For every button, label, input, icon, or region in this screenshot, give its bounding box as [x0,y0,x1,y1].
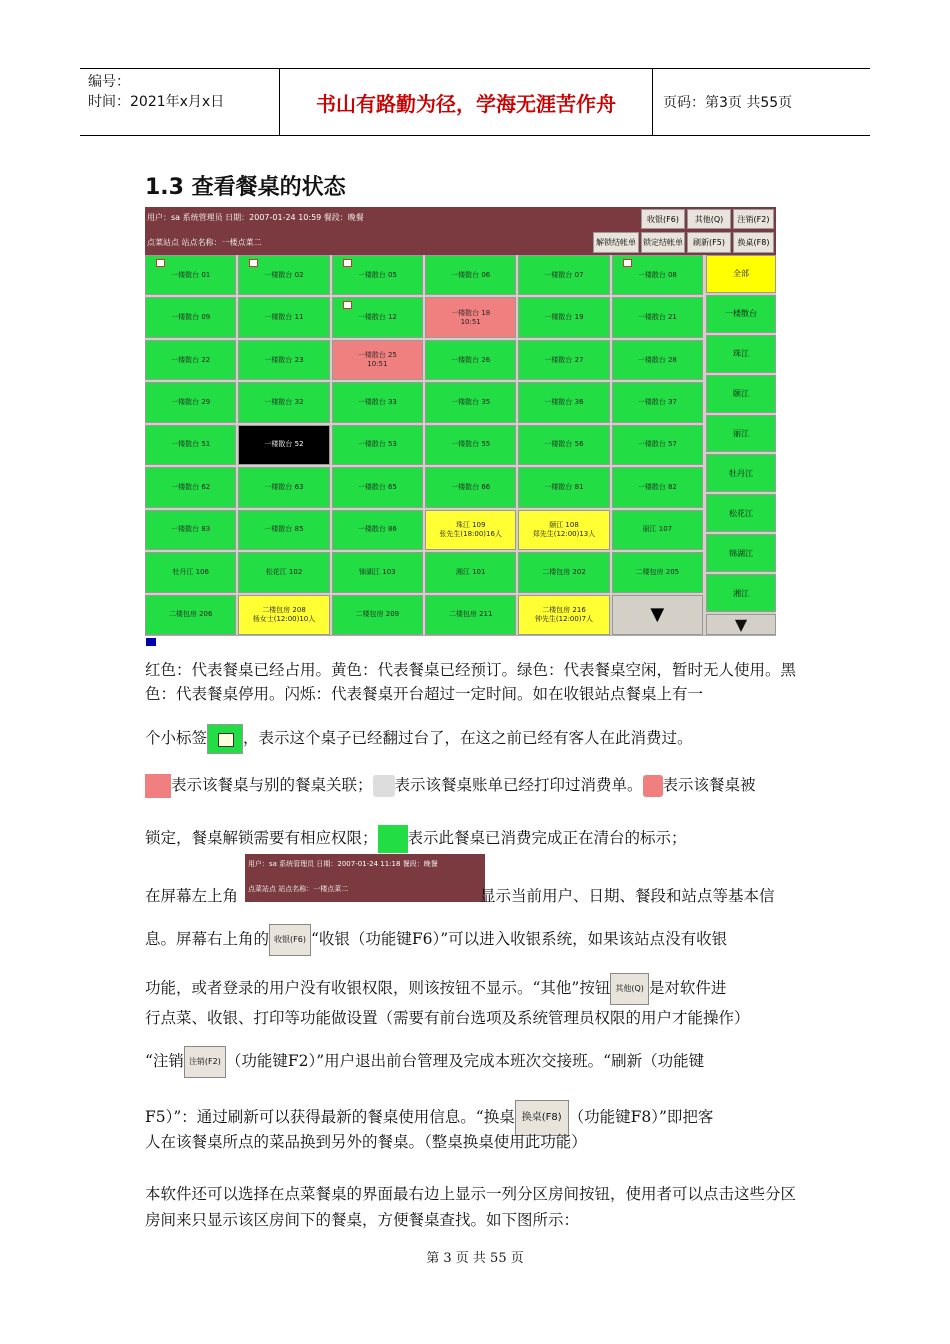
table-cell[interactable] [612,382,703,422]
inline-logout-button: 注销(F2) [184,1046,226,1078]
table-name: 一楼散台 53 [357,440,397,449]
table-cell[interactable] [238,595,329,635]
tag-icon [207,724,243,754]
table-cell[interactable] [332,425,423,465]
table-cell[interactable] [332,552,423,592]
table-name: 一楼散台 62 [171,482,211,491]
table-name: 湘江 101 [455,567,486,576]
table-name: 一楼散台 28 [637,355,677,364]
para-icons-a: 表示该餐桌与别的餐桌关联； [171,776,373,794]
turned-tag-icon [156,259,165,267]
table-name: 一楼散台 57 [637,440,677,449]
table-cell[interactable] [145,467,236,507]
table-name: 一楼散台 51 [171,440,211,449]
lock-bill-button[interactable]: 锁定结帐单 [641,232,685,253]
para-corner [145,884,807,908]
table-name: 二楼包房 205 [635,567,680,576]
down-arrow-icon: ▼ [650,603,665,625]
table-name: 一楼散台 82 [637,482,677,491]
para-other-b: 是对软件进 [648,979,727,997]
table-name: 二楼包房 202 [542,567,586,576]
para-areas: 本软件还可以选择在点菜餐桌的界面最右边上显示一列分区房间按钮，使用者可以点击这些分区房间来只显示该区房间下的餐桌，方便餐桌查找。如下图所示： [145,1185,797,1229]
table-cell[interactable] [612,297,703,337]
table-name: 一楼散台 12 [357,313,397,322]
table-name: 一楼散台 85 [264,525,304,534]
table-cell[interactable] [518,340,609,380]
table-name: 牡丹江 106 [172,567,209,576]
header-motto: 书山有路勤为径，学海无涯苦作舟 [280,69,653,135]
area-button[interactable]: 丽江 [706,415,776,453]
table-cell[interactable] [612,425,703,465]
table-name: 二楼包房 208 [262,605,306,614]
scroll-down-button[interactable] [612,595,703,635]
table-name: 一楼散台 19 [544,313,584,322]
table-name: 一楼散台 09 [171,313,211,322]
table-cell[interactable] [425,255,516,295]
table-name: 一楼散台 27 [544,355,584,364]
table-name: 二楼包房 211 [448,610,493,619]
status-icon [146,638,156,646]
para-settings: 行点菜、收银、打印等功能做设置（需要有前台选项及系统管理员权限的用户才能操作） [145,1009,750,1027]
table-cell[interactable] [145,510,236,550]
inline-other-button: 其他(Q) [610,973,649,1005]
turned-tag-icon [343,301,352,309]
table-cell[interactable] [238,297,329,337]
table-cell[interactable] [238,340,329,380]
para-lock-b: 表示此餐桌已消费完成正在清台的标示； [407,829,687,847]
table-cell[interactable] [612,255,703,295]
table-name: 二楼包房 206 [168,610,213,619]
table-name: 一楼散台 26 [451,355,491,364]
table-cell[interactable] [332,340,423,380]
para-refresh-a: F5）”：通过刷新可以获得最新的餐桌使用信息。“换桌 [145,1108,515,1126]
para-checkout [145,924,807,956]
area-button[interactable]: 湘江 [706,574,776,612]
header-meta [80,69,280,135]
table-name: 一楼散台 18 [451,308,491,317]
para-icons-b: 表示该餐桌账单已经打印过消费单。 [394,776,643,794]
table-cell[interactable] [612,552,703,592]
table-name: 珠江 109 [455,520,486,529]
para-lock-a: 锁定，餐桌解锁需要有相应权限； [145,829,378,847]
table-detail: 10:51 [460,317,481,326]
table-cell[interactable] [332,382,423,422]
table-cell[interactable] [425,382,516,422]
table-name: 一楼散台 52 [264,440,304,449]
table-name: 一楼散台 83 [171,525,211,534]
table-name: 丽江 107 [642,525,673,534]
table-name: 一楼散台 86 [357,525,397,534]
table-detail: 杨女士(12:00)10人 [252,614,316,623]
table-cell[interactable] [332,297,423,337]
para-other [145,973,807,1005]
para-checkout-a: 息。屏幕右上角的 [145,930,270,948]
table-name: 一楼散台 21 [637,313,677,322]
table-cell[interactable] [332,467,423,507]
table-cell[interactable] [518,595,609,635]
table-name: 一楼散台 29 [171,398,211,407]
checkout-button[interactable]: 收银(F6) [641,209,685,229]
table-cell[interactable] [145,552,236,592]
number-label: 编号： [88,74,130,90]
table-name: 一楼散台 02 [264,270,304,279]
area-button[interactable]: 锦湖江 [706,534,776,572]
table-name: 松花江 102 [265,567,303,576]
table-cell[interactable] [518,425,609,465]
para-logout-a: “注销 [145,1052,184,1070]
pos-top-bar [145,207,776,255]
table-name: 一楼散台 01 [171,270,211,279]
inline-checkout-button: 收银(F6) [269,924,311,956]
para-corner-b: 显示当前用户、日期、餐段和站点等基本信 [480,887,775,905]
para-logout-b: （功能键F2）”用户退出前台管理及完成本班次交接班。“刷新（功能键 [225,1052,705,1070]
para-tag-b: ，表示这个桌子已经翻过台了，在这之前已经有客人在此消费过。 [243,729,693,747]
table-cell[interactable] [238,510,329,550]
table-cell[interactable] [238,467,329,507]
table-cell[interactable] [425,425,516,465]
table-name: 一楼散台 08 [637,270,677,279]
table-detail: 10:51 [367,360,388,369]
table-cell[interactable] [145,255,236,295]
table-name: 一楼散台 11 [264,313,304,322]
pos-info-line1: 用户：sa 系统管理员 日期：2007-01-24 10:59 餐段：晚餐 [147,213,364,222]
turned-tag-icon [623,259,632,267]
para-corner-a: 在屏幕左上角 [145,887,239,905]
table-name: 一楼散台 33 [357,398,397,407]
table-cell[interactable] [518,510,609,550]
area-button[interactable]: 颐江 [706,375,776,413]
table-grid [145,255,703,635]
pos-info-line2: 点菜站点 站点名称：一楼点菜二 [147,238,262,247]
table-name: 一楼散台 36 [544,398,584,407]
area-button[interactable]: 松花江 [706,494,776,532]
table-name: 锦湖江 103 [359,567,396,576]
lock-icon [643,775,663,797]
table-cell[interactable] [518,467,609,507]
table-cell[interactable] [145,297,236,337]
table-cell[interactable] [238,255,329,295]
table-cell[interactable] [518,382,609,422]
table-name: 一楼散台 25 [357,351,397,360]
para-lock [145,825,807,853]
unlock-bill-button[interactable]: 解锁结帐单 [593,232,639,253]
table-detail: 张先生(18:00)16人 [439,529,502,538]
para-checkout-b: “收银（功能键F6）”可以进入收银系统，如果该站点没有收银 [310,930,728,948]
table-name: 颐江 108 [549,520,579,529]
table-cell[interactable] [518,255,609,295]
section-title: 1.3 查看餐桌的状态 [145,175,346,200]
para-other-a: 功能，或者登录的用户没有收银权限，则该按钮不显示。“其他”按钮 [145,979,611,997]
table-name: 一楼散台 63 [264,482,304,491]
table-cell[interactable] [425,467,516,507]
table-cell[interactable] [425,297,516,337]
area-button[interactable]: 一楼散台 [706,295,776,333]
table-cell[interactable] [145,340,236,380]
header-page-info: 页码：第3页 共55页 [663,95,793,111]
para-tag [145,724,807,754]
table-cell[interactable] [145,595,236,635]
table-name: 一楼散台 23 [264,355,304,364]
mini-header-line2: 点菜站点 站点名称：一楼点菜二 [248,885,349,893]
area-button[interactable]: 牡丹江 [706,454,776,492]
para-icons-c: 表示该餐桌被 [662,776,756,794]
table-cell[interactable] [238,382,329,422]
printer-icon [373,775,395,797]
logout-button[interactable]: 注销(F2) [733,209,774,229]
table-name: 一楼散台 56 [544,440,584,449]
refresh-button[interactable]: 刷新(F5) [687,232,731,253]
table-cell[interactable] [145,382,236,422]
inline-change-button: 换桌(F8) [515,1100,569,1136]
link-gear-icon [145,774,171,798]
para-refresh-b: （功能键F8）”即把客 [568,1108,714,1126]
table-cell[interactable] [518,297,609,337]
table-cell[interactable] [332,595,423,635]
table-cell[interactable] [612,340,703,380]
table-cell[interactable] [612,510,703,550]
table-name: 一楼散台 81 [544,482,584,491]
para-colors: 红色：代表餐桌已经占用。黄色：代表餐桌已经预订。绿色：代表餐桌空闲，暂时无人使用。黑色：代表餐桌停用。闪烁：代表餐桌开台超过一定时间。如在收银站点餐桌上有一 [145,661,797,703]
table-cell[interactable] [238,425,329,465]
other-button[interactable]: 其他(Q) [687,209,731,229]
table-name: 二楼包房 209 [355,610,400,619]
table-name: 一楼散台 35 [451,398,491,407]
table-name: 一楼散台 22 [171,355,211,364]
para-icons [145,773,807,798]
mini-header-line1: 用户：sa 系统管理员 日期：2007-01-24 11:18 餐段：晚餐 [248,860,438,868]
para-change: 人在该餐桌所点的菜品换到另外的餐桌。（整桌换桌使用此功能） [145,1133,587,1151]
area-list [706,255,776,635]
table-name: 一楼散台 32 [264,398,304,407]
turned-tag-icon [343,259,352,267]
area-button[interactable]: 全部 [706,255,776,293]
table-name: 一楼散台 37 [637,398,677,407]
turned-tag-icon [249,259,258,267]
table-name: 一楼散台 07 [544,270,584,279]
table-name: 一楼散台 55 [451,440,491,449]
area-scroll-down-icon[interactable]: ▼ [706,614,776,635]
table-name: 二楼包房 216 [542,605,586,614]
table-name: 一楼散台 66 [451,482,491,491]
table-cell[interactable] [145,425,236,465]
table-cell[interactable] [425,595,516,635]
table-cell[interactable] [238,552,329,592]
change-table-button[interactable]: 换桌(F8) [733,232,774,253]
para-tag-a: 个小标签 [145,729,208,747]
area-button[interactable]: 珠江 [706,335,776,373]
table-cell[interactable] [612,467,703,507]
table-name: 一楼散台 05 [357,270,397,279]
table-name: 一楼散台 65 [357,482,397,491]
table-cell[interactable] [425,510,516,550]
clearing-icon [378,825,408,853]
status-bar [145,635,776,647]
table-cell[interactable] [332,510,423,550]
page-footer: 第 3 页 共 55 页 [426,1251,524,1266]
table-cell[interactable] [332,255,423,295]
page-header [80,68,870,136]
pos-screenshot [145,207,776,647]
para-logout [145,1046,807,1078]
table-detail: 郑先生(12:00)13人 [532,529,596,538]
table-cell[interactable] [518,552,609,592]
table-cell[interactable] [425,552,516,592]
table-detail: 钟先生(12:00)7人 [534,614,594,623]
table-name: 一楼散台 06 [451,270,491,279]
table-cell[interactable] [425,340,516,380]
date-label: 时间：2021年x月x日 [88,94,225,110]
